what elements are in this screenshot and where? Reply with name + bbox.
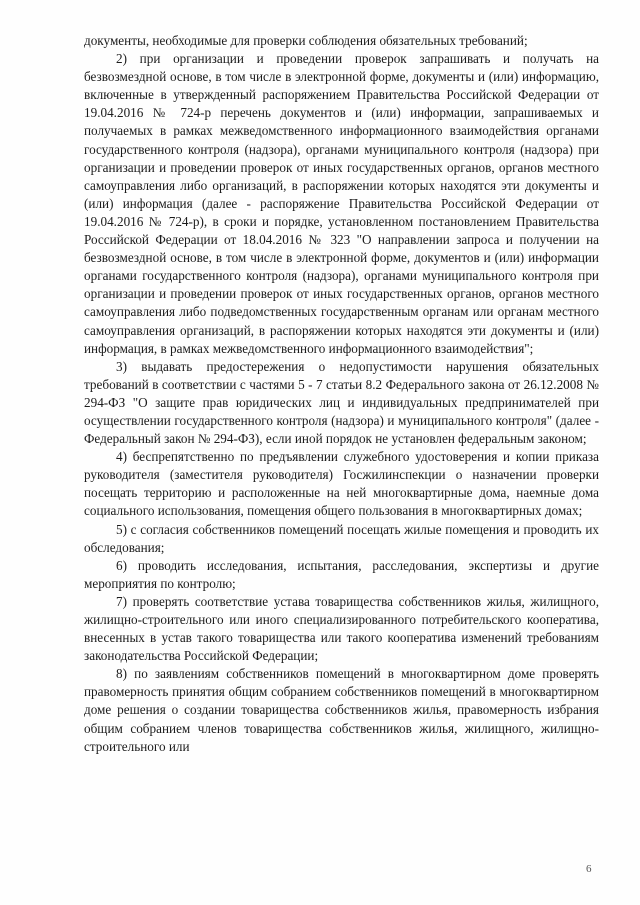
paragraph: документы, необходимые для проверки соблюдения обязательных требований;	[84, 33, 528, 48]
page-number: 6	[586, 863, 592, 875]
paragraph: 2) при организации и проведении проверок запрашивать и получать на безвозмездной основе, в том числе в электронной форме, документы и (или) информацию, включенные в утвержденный распоряжением Правительства Российской Федерации от 19.04.2016 № 724-р перечень документов и (или) информации, запрашиваемых и получаемых в рамках межведомственного информационного взаимодействия органами государственного контроля (надзора), органами муниципального контроля (надзора) при организации и проведении проверок от иных государственных органов, органов местного самоуправления либо организаций, в распоряжении которых находятся эти документы и (или) информация (далее - распоряжение Правительства Российской Федерации от 19.04.2016 № 724-р), в сроки и порядке, установленном постановлением Правительства Российской Федерации от 18.04.2016 № 323 "О направлении запроса и получении на безвозмездной основе, в том числе в электронной форме, документов и (или) информации органами государственного контроля (надзора), органами муниципального контроля при организации и проведении проверок от иных государственных органов, органов местного самоуправления либо подведомственных государственным органам или органам местного самоуправления организаций, в распоряжении которых находятся эти документы и (или) информация, в рамках межведомственного информационного взаимодействия";	[84, 51, 599, 356]
document-body	[84, 32, 599, 756]
paragraph: 3) выдавать предостережения о недопустимости нарушения обязательных требований в соответствии с частями 5 - 7 статьи 8.2 Федерального закона от 26.12.2008 № 294-ФЗ "О защите прав юридических лиц и индивидуальных предпринимателей при осуществлении государственного контроля (надзора) и муниципального контроля" (далее - Федеральный закон № 294-ФЗ), если иной порядок не установлен федеральным законом;	[84, 358, 599, 447]
paragraph: 5) с согласия собственников помещений посещать жилые помещения и проводить их обследования;	[84, 521, 599, 555]
paragraph: 8) по заявлениям собственников помещений в многоквартирном доме проверять правомерность принятия общим собранием собственников помещений в многоквартирном доме решения о создании товарищества собственников жилья, правомерность избрания общим собранием членов товарищества собственников жилья, жилищного, жилищно-строительного или	[84, 666, 599, 754]
paragraph: 7) проверять соответствие устава товарищества собственников жилья, жилищного, жилищно-строительного или иного специализированного потребительского кооператива, внесенных в устав такого товарищества или такого кооператива изменений требованиям законодательства Российской Федерации;	[84, 593, 599, 664]
paragraph: 6) проводить исследования, испытания, расследования, экспертизы и другие мероприятия по контролю;	[84, 557, 599, 591]
paragraph: 4) беспрепятственно по предъявлении служебного удостоверения и копии приказа руководителя (заместителя руководителя) Госжилинспекции о назначении проверки посещать территорию и расположенные на ней многоквартирные дома, наемные дома социального использования, помещения общего пользования в многоквартирных домах;	[84, 449, 599, 519]
